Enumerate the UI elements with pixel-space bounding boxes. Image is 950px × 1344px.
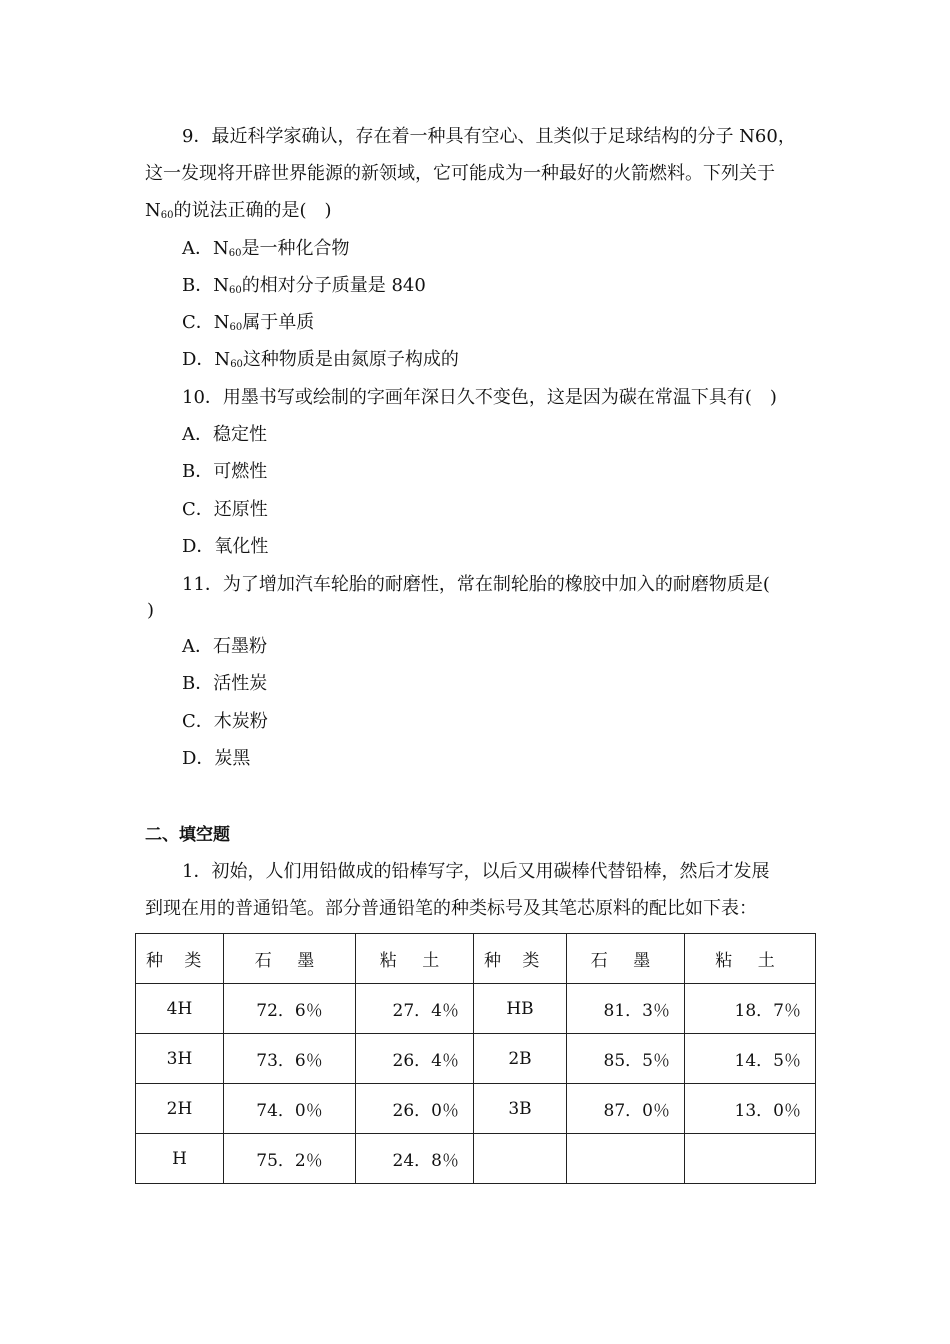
fill-q1-line-1: 1．初始，人们用铅做成的铅棒写字，以后又用碳棒代替铅棒，然后才发展 bbox=[182, 861, 770, 882]
q10-option-d: D．氧化性 bbox=[182, 536, 269, 557]
table-cell: 24．8％ bbox=[356, 1134, 474, 1184]
table-cell: 2H bbox=[136, 1084, 224, 1134]
table-cell: 73．6％ bbox=[224, 1034, 356, 1084]
table-cell: 72．6％ bbox=[224, 984, 356, 1034]
table-cell: 85．5％ bbox=[567, 1034, 685, 1084]
header-clay: 粘 土 bbox=[356, 934, 474, 984]
q11-option-d: D．炭黑 bbox=[182, 748, 251, 769]
fill-q1-line-2: 到现在用的普通铅笔。部分普通铅笔的种类标号及其笔芯原料的配比如下表： bbox=[145, 898, 757, 919]
table-row bbox=[136, 1134, 816, 1184]
header-graphite: 石 墨 bbox=[567, 934, 685, 984]
q9-stem-line-1: 9．最近科学家确认，存在着一种具有空心、且类似于足球结构的分子 N60， bbox=[182, 126, 796, 147]
table-cell: 18．7％ bbox=[685, 984, 816, 1034]
header-graphite: 石 墨 bbox=[224, 934, 356, 984]
table-cell: H bbox=[136, 1134, 224, 1184]
table-header-row bbox=[136, 934, 816, 984]
section-title: 二、填空题 bbox=[145, 825, 230, 845]
q11-option-b: B．活性炭 bbox=[182, 673, 268, 694]
q11-option-c: C．木炭粉 bbox=[182, 711, 268, 732]
table-cell: 14．5％ bbox=[685, 1034, 816, 1084]
table-cell: 74．0％ bbox=[224, 1084, 356, 1134]
q9-option-d: D．$N_{60}$这种物质是由氮原子构成的 bbox=[182, 349, 459, 370]
header-type: 种 类 bbox=[136, 934, 224, 984]
header-type: 种 类 bbox=[474, 934, 567, 984]
table-row bbox=[136, 984, 816, 1034]
table-cell: 2B bbox=[474, 1034, 567, 1084]
table-row bbox=[136, 1034, 816, 1084]
q9-stem-line-3: $N_{60}$的说法正确的是( ) bbox=[145, 200, 332, 221]
q11-option-a: A．石墨粉 bbox=[182, 636, 267, 657]
table-cell bbox=[474, 1134, 567, 1184]
q9-option-c: C．$N_{60}$属于单质 bbox=[182, 312, 315, 333]
table-cell bbox=[567, 1134, 685, 1184]
table-cell: 87．0％ bbox=[567, 1084, 685, 1134]
q10-option-c: C．还原性 bbox=[182, 499, 268, 520]
table-cell: 4H bbox=[136, 984, 224, 1034]
q9-option-a: A．$N_{60}$是一种化合物 bbox=[182, 238, 350, 259]
q11-stem: 11．为了增加汽车轮胎的耐磨性，常在制轮胎的橡胶中加入的耐磨物质是( bbox=[182, 574, 770, 595]
q10-stem: 10．用墨书写或绘制的字画年深日久不变色，这是因为碳在常温下具有( ) bbox=[182, 387, 777, 408]
q11-stem-end: ) bbox=[147, 600, 155, 621]
q9-option-b: B．$N_{60}$的相对分子质量是 840 bbox=[182, 275, 426, 296]
table-cell: 3B bbox=[474, 1084, 567, 1134]
table-cell: 75．2％ bbox=[224, 1134, 356, 1184]
q10-option-a: A．稳定性 bbox=[182, 424, 267, 445]
table-cell: HB bbox=[474, 984, 567, 1034]
table-cell: 27．4％ bbox=[356, 984, 474, 1034]
q10-option-b: B．可燃性 bbox=[182, 461, 268, 482]
header-clay: 粘 土 bbox=[685, 934, 816, 984]
table-cell bbox=[685, 1134, 816, 1184]
table-row bbox=[136, 1084, 816, 1134]
table-cell: 3H bbox=[136, 1034, 224, 1084]
table-cell: 81．3％ bbox=[567, 984, 685, 1034]
q9-stem-line-2: 这一发现将开辟世界能源的新领域，它可能成为一种最好的火箭燃料。下列关于 bbox=[145, 163, 775, 184]
pencil-composition-table bbox=[135, 933, 816, 1184]
table-cell: 13．0％ bbox=[685, 1084, 816, 1134]
table-cell: 26．0％ bbox=[356, 1084, 474, 1134]
table-cell: 26．4％ bbox=[356, 1034, 474, 1084]
